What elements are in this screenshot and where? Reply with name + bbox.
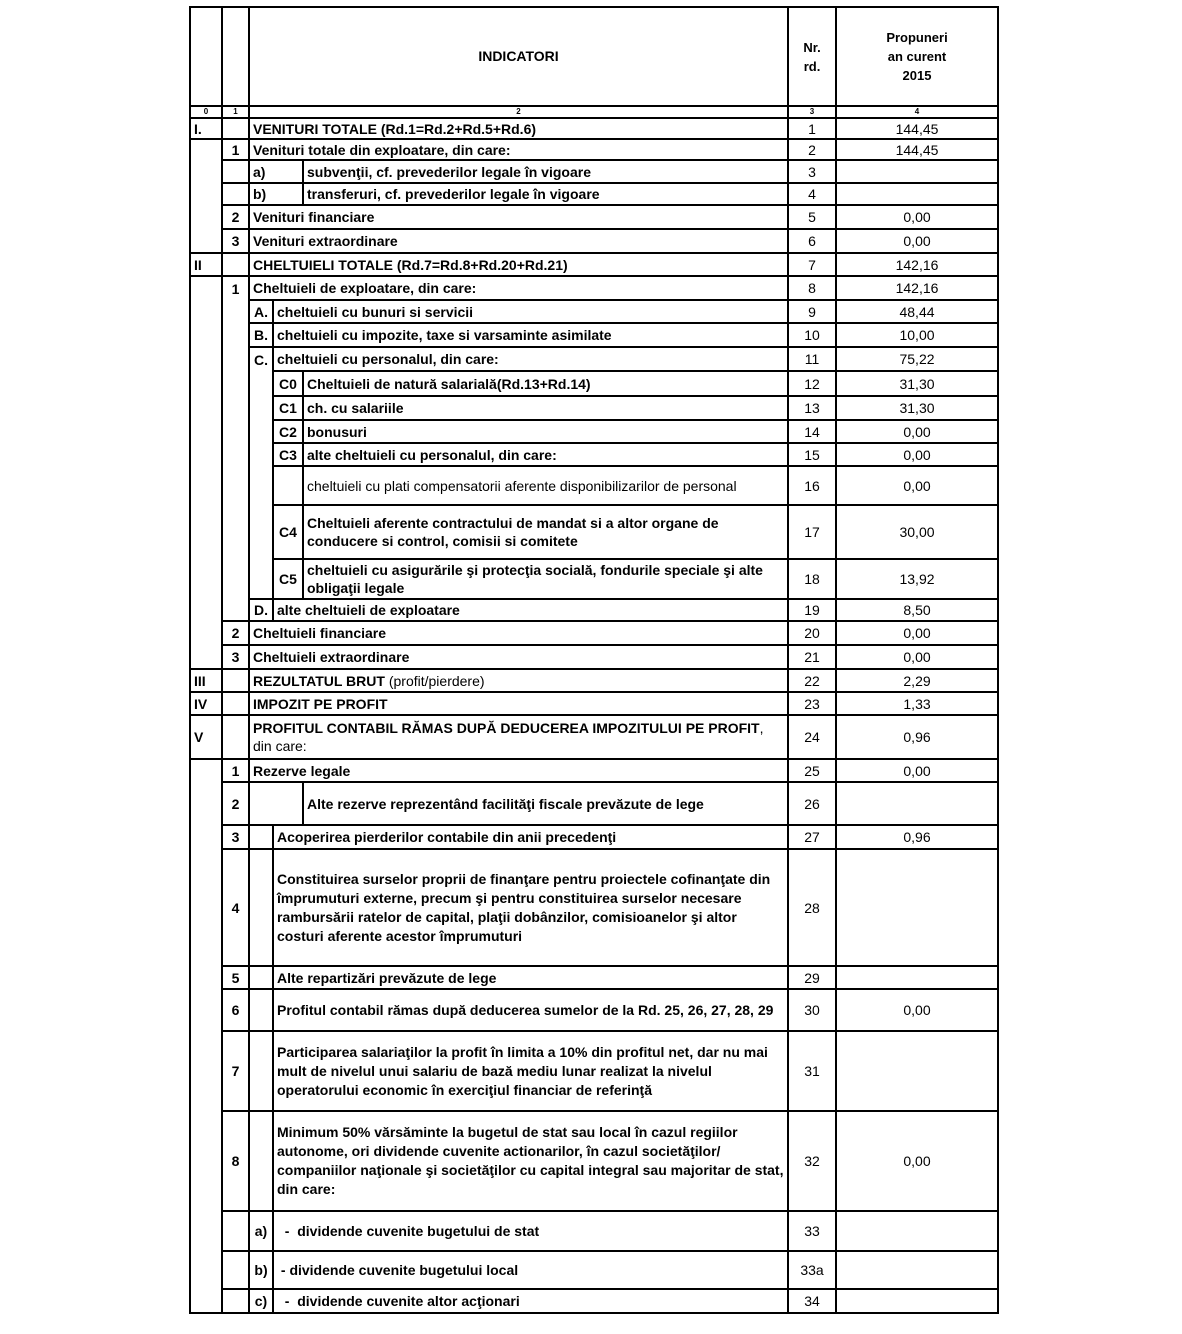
col-number-4: 4 xyxy=(836,106,998,118)
empty-cell xyxy=(190,989,222,1031)
row-nr: 19 xyxy=(788,599,836,621)
empty-cell xyxy=(222,559,249,599)
row-text: bonusuri xyxy=(303,420,788,443)
row-code: C1 xyxy=(273,396,303,420)
row-value xyxy=(836,782,998,825)
empty-cell xyxy=(222,160,249,183)
row-nr: 11 xyxy=(788,347,836,371)
empty-cell xyxy=(222,253,249,276)
row-text: - dividende cuvenite bugetului local xyxy=(273,1251,788,1289)
row-nr: 14 xyxy=(788,420,836,443)
row-nr: 29 xyxy=(788,966,836,989)
table-row xyxy=(190,183,998,205)
row-text-suffix: , din care: xyxy=(253,720,764,754)
empty-cell xyxy=(190,1111,222,1211)
row-letter: a) xyxy=(249,1211,273,1251)
row-nr: 2 xyxy=(788,139,836,160)
empty-cell xyxy=(190,160,222,183)
table-row xyxy=(190,1289,998,1313)
row-value: 0,00 xyxy=(836,645,998,669)
row-text: Cheltuieli de natură salarială(Rd.13+Rd.14) xyxy=(303,371,788,396)
empty-cell xyxy=(222,443,249,466)
row-nr: 6 xyxy=(788,229,836,253)
empty-cell xyxy=(190,759,222,782)
row-text: Cheltuieli extraordinare xyxy=(249,645,788,669)
empty-cell xyxy=(190,1251,222,1289)
row-num: 3 xyxy=(222,229,249,253)
row-nr: 32 xyxy=(788,1111,836,1211)
empty-cell xyxy=(249,443,273,466)
table-row xyxy=(190,253,998,276)
col-number-1: 1 xyxy=(222,106,249,118)
row-value xyxy=(836,183,998,205)
col-number-3: 3 xyxy=(788,106,836,118)
row-text: Alte repartizări prevăzute de lege xyxy=(273,966,788,989)
table-row xyxy=(190,371,998,396)
empty-cell xyxy=(190,139,222,160)
table-row xyxy=(190,466,998,505)
empty-cell xyxy=(190,183,222,205)
budget-table xyxy=(189,6,999,826)
empty-cell xyxy=(249,420,273,443)
row-letter: B. xyxy=(249,323,273,347)
row-nr: 16 xyxy=(788,466,836,505)
row-text: Profitul contabil rămas după deducerea sumelor de la Rd. 25, 26, 27, 28, 29 xyxy=(273,989,788,1031)
empty-cell xyxy=(249,505,273,559)
row-nr: 17 xyxy=(788,505,836,559)
row-nr: 5 xyxy=(788,205,836,229)
table-row xyxy=(190,1111,998,1211)
empty-cell xyxy=(190,466,222,505)
header-nr-line1: Nr. xyxy=(803,39,821,55)
row-nr: 23 xyxy=(788,692,836,715)
budget-table-lower xyxy=(189,824,999,1314)
empty-cell xyxy=(222,1251,249,1289)
table-row xyxy=(190,118,998,139)
table-row xyxy=(190,505,998,559)
empty-cell xyxy=(190,276,222,300)
empty-cell xyxy=(222,347,249,371)
empty-cell xyxy=(222,692,249,715)
row-letter: b) xyxy=(249,1251,273,1289)
row-nr: 31 xyxy=(788,1031,836,1111)
empty-cell xyxy=(190,1211,222,1251)
row-value xyxy=(836,1211,998,1251)
table-row xyxy=(190,1031,998,1111)
row-nr: 27 xyxy=(788,825,836,849)
row-value: 2,29 xyxy=(836,669,998,692)
row-nr: 8 xyxy=(788,276,836,300)
table-row xyxy=(190,599,998,621)
empty-cell xyxy=(190,420,222,443)
row-roman: I. xyxy=(190,118,222,139)
table-row xyxy=(190,825,998,849)
table-row xyxy=(190,559,998,599)
row-nr: 3 xyxy=(788,160,836,183)
row-num: 1 xyxy=(222,759,249,782)
row-nr: 9 xyxy=(788,300,836,323)
empty-cell xyxy=(222,396,249,420)
table-row xyxy=(190,645,998,669)
empty-cell xyxy=(249,466,273,505)
table-row xyxy=(190,139,998,160)
empty-cell xyxy=(222,1289,249,1313)
row-value xyxy=(836,1031,998,1111)
row-text: transferuri, cf. prevederilor legale în vigoare xyxy=(303,183,788,205)
row-nr: 13 xyxy=(788,396,836,420)
row-nr: 21 xyxy=(788,645,836,669)
row-nr: 12 xyxy=(788,371,836,396)
row-nr: 20 xyxy=(788,621,836,645)
empty-cell xyxy=(249,989,273,1031)
column-number-row xyxy=(190,106,998,118)
empty-cell xyxy=(190,323,222,347)
row-value: 75,22 xyxy=(836,347,998,371)
empty-cell xyxy=(222,505,249,559)
row-value: 0,00 xyxy=(836,989,998,1031)
row-nr: 34 xyxy=(788,1289,836,1313)
row-letter: a) xyxy=(249,160,303,183)
empty-cell xyxy=(249,559,273,599)
row-roman: III xyxy=(190,669,222,692)
row-text: Cheltuieli financiare xyxy=(249,621,788,645)
empty-cell xyxy=(190,300,222,323)
table-row xyxy=(190,759,998,782)
row-text-suffix: (profit/pierdere) xyxy=(388,672,485,689)
table-row xyxy=(190,669,998,692)
row-value: 13,92 xyxy=(836,559,998,599)
col-number-2: 2 xyxy=(249,106,788,118)
row-nr: 1 xyxy=(788,118,836,139)
row-value: 0,96 xyxy=(836,715,998,759)
empty-cell xyxy=(190,621,222,645)
row-value: 8,50 xyxy=(836,599,998,621)
table-row xyxy=(190,443,998,466)
row-value: 144,45 xyxy=(836,139,998,160)
row-num: 6 xyxy=(222,989,249,1031)
row-code: C4 xyxy=(273,505,303,559)
row-value: 0,00 xyxy=(836,229,998,253)
empty-cell xyxy=(190,782,222,825)
row-letter: c) xyxy=(249,1289,273,1313)
row-text: Minimum 50% vărsăminte la bugetul de stat sau local în cazul regiilor autonome, ori dividende cuvenite actionarilor, în cazul societăţilor/ companiilor naţionale şi societăţilor cu capital integral sau majoritar de stat, din care: xyxy=(273,1111,788,1211)
row-value: 0,00 xyxy=(836,466,998,505)
row-nr: 7 xyxy=(788,253,836,276)
row-letter: A. xyxy=(249,300,273,323)
table-row xyxy=(190,849,998,966)
empty-cell xyxy=(190,371,222,396)
header-prop-line3: 2015 xyxy=(902,68,932,83)
row-nr: 15 xyxy=(788,443,836,466)
row-code: C2 xyxy=(273,420,303,443)
row-text: CHELTUIELI TOTALE (Rd.7=Rd.8+Rd.20+Rd.21) xyxy=(249,253,788,276)
row-nr: 33a xyxy=(788,1251,836,1289)
table-row xyxy=(190,229,998,253)
header-row xyxy=(190,7,998,106)
row-num: 2 xyxy=(222,205,249,229)
empty-cell xyxy=(222,599,249,621)
row-value: 0,00 xyxy=(836,759,998,782)
row-code xyxy=(273,466,303,505)
row-value: 0,00 xyxy=(836,443,998,466)
header-propuneri xyxy=(836,7,998,106)
row-num: 3 xyxy=(222,825,249,849)
empty-cell xyxy=(190,1031,222,1111)
table-row xyxy=(190,347,998,371)
empty-cell xyxy=(249,1031,273,1111)
table-row xyxy=(190,396,998,420)
row-num: 2 xyxy=(222,782,249,825)
row-text: alte cheltuieli cu personalul, din care: xyxy=(303,443,788,466)
row-text: Rezerve legale xyxy=(249,759,788,782)
row-text: - dividende cuvenite altor acţionari xyxy=(273,1289,788,1313)
row-letter: b) xyxy=(249,183,303,205)
row-text: cheltuieli cu personalul, din care: xyxy=(273,347,788,371)
row-roman: IV xyxy=(190,692,222,715)
row-value xyxy=(836,966,998,989)
row-value xyxy=(836,1289,998,1313)
table-row xyxy=(190,1251,998,1289)
empty-cell xyxy=(249,849,273,966)
row-roman: V xyxy=(190,715,222,759)
table-row xyxy=(190,300,998,323)
empty-cell xyxy=(190,396,222,420)
row-text: cheltuieli cu bunuri si servicii xyxy=(273,300,788,323)
row-num: 7 xyxy=(222,1031,249,1111)
row-text: REZULTATUL BRUT xyxy=(253,672,389,689)
row-text: cheltuieli cu asigurările şi protecţia socială, fondurile speciale şi alte obligaţii legale xyxy=(303,559,788,599)
empty-cell xyxy=(190,205,222,229)
row-text: cheltuieli cu plati compensatorii aferente disponibilizarilor de personal xyxy=(303,466,788,505)
empty-cell xyxy=(222,118,249,139)
row-text: Constituirea surselor proprii de finanţare pentru proiectele cofinanţate din împrumuturi externe, precum şi pentru constituirea surselor necesare rambursării ratelor de capital, plaţii dobânzilor, comisioanelor şi altor costuri aferente acestor împrumuturi xyxy=(273,849,788,966)
empty-cell xyxy=(249,825,273,849)
row-text: cheltuieli cu impozite, taxe si varsaminte asimilate xyxy=(273,323,788,347)
row-nr: 24 xyxy=(788,715,836,759)
row-text: - dividende cuvenite bugetului de stat xyxy=(273,1211,788,1251)
row-text: IMPOZIT PE PROFIT xyxy=(249,692,788,715)
table-row xyxy=(190,420,998,443)
row-code: C5 xyxy=(273,559,303,599)
empty-cell xyxy=(190,347,222,371)
empty-cell xyxy=(222,669,249,692)
empty-cell xyxy=(190,645,222,669)
row-nr: 22 xyxy=(788,669,836,692)
empty-cell xyxy=(222,1211,249,1251)
row-letter: D. xyxy=(249,599,273,621)
row-value xyxy=(836,160,998,183)
empty-cell xyxy=(190,505,222,559)
row-nr: 28 xyxy=(788,849,836,966)
empty-cell xyxy=(190,966,222,989)
table-row xyxy=(190,715,998,759)
table-row xyxy=(190,989,998,1031)
row-value: 142,16 xyxy=(836,276,998,300)
row-value: 0,00 xyxy=(836,205,998,229)
row-text: alte cheltuieli de exploatare xyxy=(273,599,788,621)
row-text: Acoperirea pierderilor contabile din anii precedenţi xyxy=(273,825,788,849)
row-value: 0,00 xyxy=(836,1111,998,1211)
empty-cell xyxy=(190,599,222,621)
empty-cell xyxy=(190,1289,222,1313)
empty-cell xyxy=(190,443,222,466)
table-row xyxy=(190,966,998,989)
row-value: 0,96 xyxy=(836,825,998,849)
row-nr: 18 xyxy=(788,559,836,599)
row-value: 31,30 xyxy=(836,371,998,396)
row-code: C0 xyxy=(273,371,303,396)
row-text-cell xyxy=(249,669,788,692)
row-value: 10,00 xyxy=(836,323,998,347)
table-row xyxy=(190,692,998,715)
row-text-cell xyxy=(249,715,788,759)
row-value: 31,30 xyxy=(836,396,998,420)
row-text: Participarea salariaţilor la profit în limita a 10% din profitul net, dar nu mai mult de nivelul unui salariu de bază mediu lunar realizat la nivelul operatorului economic în exerciţiul financiar de referinţă xyxy=(273,1031,788,1111)
row-value: 0,00 xyxy=(836,420,998,443)
empty-cell xyxy=(249,782,303,825)
row-value: 30,00 xyxy=(836,505,998,559)
empty-cell xyxy=(222,183,249,205)
row-code: C3 xyxy=(273,443,303,466)
row-nr: 10 xyxy=(788,323,836,347)
row-value: 0,00 xyxy=(836,621,998,645)
table-row xyxy=(190,782,998,825)
empty-cell xyxy=(222,371,249,396)
empty-cell xyxy=(222,466,249,505)
row-text: Venituri totale din exploatare, din care: xyxy=(249,139,788,160)
empty-cell xyxy=(190,229,222,253)
table-row xyxy=(190,323,998,347)
row-letter: C. xyxy=(249,347,273,371)
row-text: subvenţii, cf. prevederilor legale în vigoare xyxy=(303,160,788,183)
empty-cell xyxy=(222,300,249,323)
row-nr: 33 xyxy=(788,1211,836,1251)
empty-cell xyxy=(190,825,222,849)
row-value: 1,33 xyxy=(836,692,998,715)
row-text: Venituri extraordinare xyxy=(249,229,788,253)
row-text: VENITURI TOTALE (Rd.1=Rd.2+Rd.5+Rd.6) xyxy=(249,118,788,139)
empty-cell xyxy=(190,849,222,966)
empty-cell xyxy=(249,371,273,396)
row-text: Cheltuieli aferente contractului de mandat si a altor organe de conducere si control, comisii si comitete xyxy=(303,505,788,559)
header-col-0 xyxy=(190,7,222,106)
row-text: Venituri financiare xyxy=(249,205,788,229)
row-nr: 4 xyxy=(788,183,836,205)
table-row xyxy=(190,276,998,300)
header-prop-line2: an curent xyxy=(887,49,947,64)
row-text: ch. cu salariile xyxy=(303,396,788,420)
table-row xyxy=(190,160,998,183)
header-nr-rd xyxy=(788,7,836,106)
row-num: 1 xyxy=(222,139,249,160)
row-num: 3 xyxy=(222,645,249,669)
row-num: 4 xyxy=(222,849,249,966)
row-value xyxy=(836,849,998,966)
row-value xyxy=(836,1251,998,1289)
row-nr: 25 xyxy=(788,759,836,782)
row-value: 142,16 xyxy=(836,253,998,276)
row-num: 2 xyxy=(222,621,249,645)
row-value: 48,44 xyxy=(836,300,998,323)
empty-cell xyxy=(249,396,273,420)
row-roman: II xyxy=(190,253,222,276)
empty-cell xyxy=(222,715,249,759)
row-num: 5 xyxy=(222,966,249,989)
row-text: Alte rezerve reprezentând facilităţi fiscale prevăzute de lege xyxy=(303,782,788,825)
header-prop-line1: Propuneri xyxy=(886,30,948,45)
row-nr: 30 xyxy=(788,989,836,1031)
col-number-0: 0 xyxy=(190,106,222,118)
row-text: Cheltuieli de exploatare, din care: xyxy=(249,276,788,300)
empty-cell xyxy=(249,966,273,989)
header-indicatori: INDICATORI xyxy=(249,7,788,106)
header-nr-line2: rd. xyxy=(803,58,821,74)
table-row xyxy=(190,1211,998,1251)
row-nr: 26 xyxy=(788,782,836,825)
row-value: 144,45 xyxy=(836,118,998,139)
table-row xyxy=(190,205,998,229)
row-num: 1 xyxy=(222,276,249,300)
row-num: 8 xyxy=(222,1111,249,1211)
empty-cell xyxy=(222,420,249,443)
header-col-1 xyxy=(222,7,249,106)
row-text: PROFITUL CONTABIL RĂMAS DUPĂ DEDUCEREA IMPOZITULUI PE PROFIT xyxy=(253,720,760,736)
empty-cell xyxy=(249,1111,273,1211)
empty-cell xyxy=(222,323,249,347)
budget-sheet xyxy=(189,6,999,1314)
empty-cell xyxy=(190,559,222,599)
table-row xyxy=(190,621,998,645)
